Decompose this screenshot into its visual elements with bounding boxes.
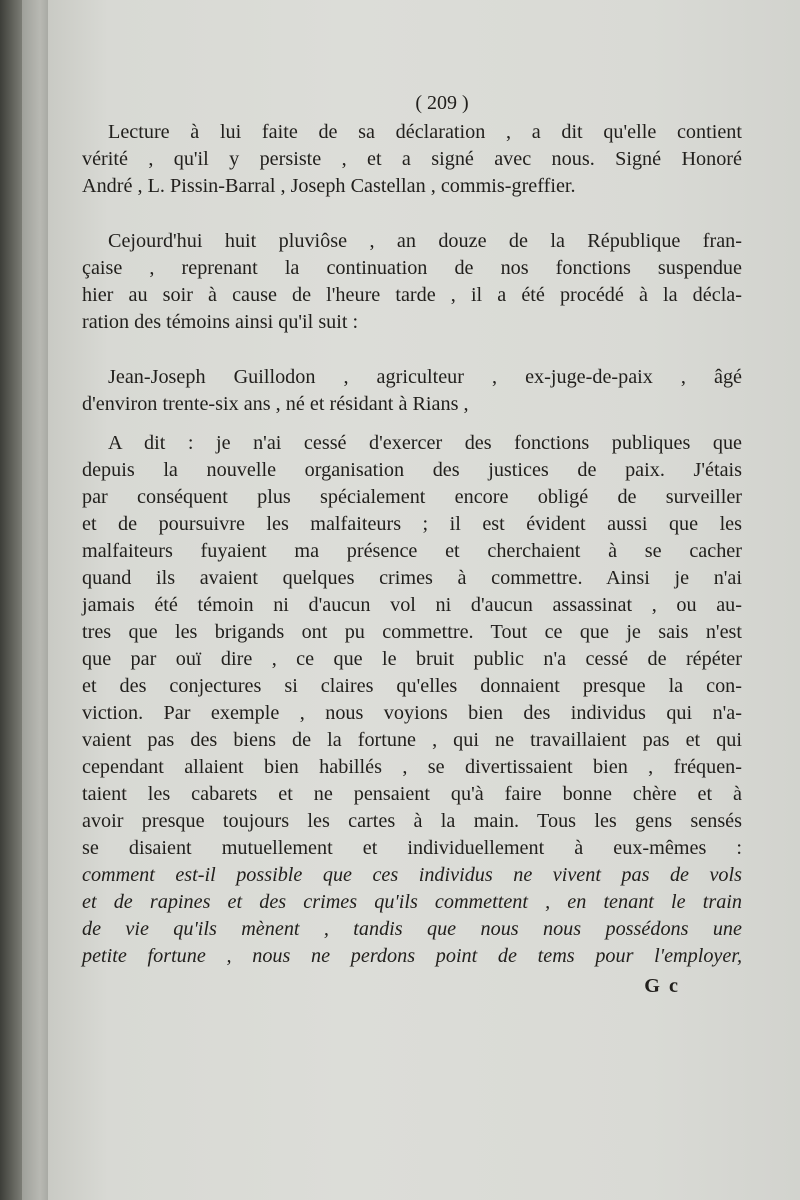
text-line: vaient pas des biens de la fortune , qui ne travaillaient pas et qui bbox=[82, 729, 742, 751]
signature-mark: G c bbox=[644, 975, 680, 997]
page-text bbox=[82, 90, 742, 1000]
text-line: vérité , qu'il y persiste , et a signé avec nous. Signé Honoré bbox=[82, 148, 742, 170]
facing-page-edge bbox=[22, 0, 48, 1200]
text-line: d'environ trente-six ans , né et résidant à Rians , bbox=[82, 393, 469, 415]
text-line: Cejourd'hui huit pluviôse , an douze de la République fran- bbox=[108, 230, 742, 252]
text-line: viction. Par exemple , nous voyions bien des individus qui n'a- bbox=[82, 702, 742, 724]
text-line: malfaiteurs fuyaient ma présence et cherchaient à se cacher bbox=[82, 540, 742, 562]
text-line: quand ils avaient quelques crimes à commettre. Ainsi je n'ai bbox=[82, 567, 742, 589]
text-line: depuis la nouvelle organisation des justices de paix. J'étais bbox=[82, 459, 742, 481]
text-line: se disaient mutuellement et individuellement à eux-mêmes : bbox=[82, 837, 742, 859]
text-line: que par ouï dire , ce que le bruit public n'a cessé de répéter bbox=[82, 648, 742, 670]
text-line: hier au soir à cause de l'heure tarde , il a été procédé à la décla- bbox=[82, 284, 742, 306]
text-line: tres que les brigands ont pu commettre. Tout ce que je sais n'est bbox=[82, 621, 742, 643]
text-line: çaise , reprenant la continuation de nos fonctions suspendue bbox=[82, 257, 742, 279]
text-line: jamais été témoin ni d'aucun vol ni d'aucun assassinat , ou au- bbox=[82, 594, 742, 616]
paragraph-declaration-reading bbox=[82, 119, 742, 200]
text-line: avoir presque toujours les cartes à la main. Tous les gens sensés bbox=[82, 810, 742, 832]
paragraph-testimony bbox=[82, 430, 742, 970]
text-line-italic: petite fortune , nous ne perdons point de tems pour l'employer, bbox=[82, 945, 742, 967]
text-line: cependant allaient bien habillés , se divertissaient bien , fréquen- bbox=[82, 756, 742, 778]
text-line: ration des témoins ainsi qu'il suit : bbox=[82, 311, 359, 333]
paragraph-pluviose bbox=[82, 228, 742, 336]
text-line: André , L. Pissin-Barral , Joseph Castellan , commis-greffier. bbox=[82, 175, 576, 197]
text-line: et des conjectures si claires qu'elles donnaient presque la con- bbox=[82, 675, 742, 697]
text-line-italic: de vie qu'ils mènent , tandis que nous nous possédons une bbox=[82, 918, 742, 940]
text-line: Jean-Joseph Guillodon , agriculteur , ex-juge-de-paix , âgé bbox=[108, 366, 742, 388]
text-line: taient les cabarets et ne pensaient qu'à faire bonne chère et à bbox=[82, 783, 742, 805]
paragraph-witness bbox=[82, 364, 742, 418]
text-line-italic: et de rapines et des crimes qu'ils commettent , en tenant le train bbox=[82, 891, 742, 913]
text-line: par conséquent plus spécialement encore obligé de surveiller bbox=[82, 486, 742, 508]
page-number: ( 209 ) bbox=[415, 92, 469, 114]
text-line: A dit : je n'ai cessé d'exercer des fonctions publiques que bbox=[108, 432, 742, 454]
text-line: et de poursuivre les malfaiteurs ; il est évident aussi que les bbox=[82, 513, 742, 535]
text-line-italic: comment est-il possible que ces individus ne vivent pas de vols bbox=[82, 864, 742, 886]
book-binding bbox=[0, 0, 22, 1200]
text-line: Lecture à lui faite de sa déclaration , a dit qu'elle contient bbox=[108, 121, 742, 143]
